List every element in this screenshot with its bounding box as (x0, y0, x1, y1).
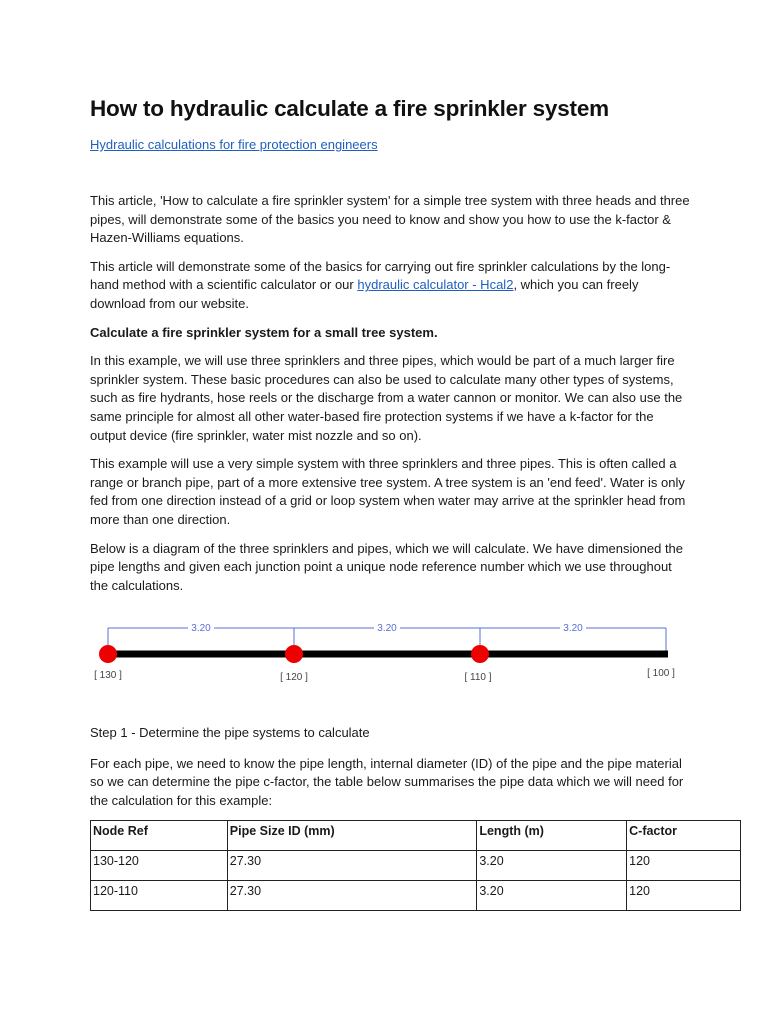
table-cell: 27.30 (227, 851, 477, 881)
header-node-ref: Node Ref (91, 821, 228, 851)
node-label-120: [ 120 ] (280, 672, 308, 683)
header-c-factor: C-factor (627, 821, 741, 851)
table-row (91, 851, 741, 881)
table-cell: 120-110 (91, 881, 228, 911)
sprinkler-head-110 (471, 645, 489, 663)
table-row (91, 881, 741, 911)
node-label-100: [ 100 ] (647, 668, 675, 679)
article-body (90, 94, 690, 595)
table-cell: 3.20 (477, 881, 627, 911)
sprinkler-diagram (88, 612, 688, 692)
node-label-130: [ 130 ] (94, 670, 122, 681)
method-paragraph (90, 258, 690, 314)
sprinkler-head-120 (285, 645, 303, 663)
table-header-row (91, 821, 741, 851)
table-cell: 120 (627, 881, 741, 911)
table-cell: 120 (627, 851, 741, 881)
pipe-data-paragraph: For each pipe, we need to know the pipe length, internal diameter (ID) of the pipe and the pipe material so we can determine the pipe c-factor, the table below summarises the pipe data which we will need for the calculation for this example: (90, 755, 684, 808)
table-cell: 130-120 (91, 851, 228, 881)
step-section (90, 724, 690, 810)
table-cell: 27.30 (227, 881, 477, 911)
header-pipe-size: Pipe Size ID (mm) (227, 821, 477, 851)
table-cell: 3.20 (477, 851, 627, 881)
dimension-label-3: 3.20 (563, 623, 583, 634)
example-paragraph: In this example, we will use three sprinklers and three pipes, which would be part of a much larger fire sprinkler system. These basic procedures can also be used to calculate many other types of systems, such as fire hydrants, hose reels or the discharge from a water cannon or monitor. We can also use the same principle for almost all other water-based fire protection systems if we have a k-factor for the output device (fire sprinkler, water mist nozzle and so on). (90, 353, 683, 443)
article-title: How to hydraulic calculate a fire sprinkler system (90, 96, 609, 121)
header-length: Length (m) (477, 821, 627, 851)
hcal2-link[interactable]: hydraulic calculator - Hcal2 (357, 277, 514, 293)
section-heading: Calculate a fire sprinkler system for a small tree system. (90, 324, 438, 340)
system-paragraph: This example will use a very simple system with three sprinklers and three pipes. This is often called a range or branch pipe, part of a more extensive tree system. A tree system is an 'end feed'. Water is only fed from one direction instead of a grid or loop system when water may arrive at the sprinkler head from more than one direction. (90, 456, 686, 527)
node-label-110: [ 110 ] (464, 672, 492, 683)
sprinkler-head-130 (99, 645, 117, 663)
dimension-label-1: 3.20 (191, 623, 211, 634)
method-text-after: , which you can freely download from our website. (90, 277, 639, 311)
method-text-before: This article will demonstrate some of the basics for carrying out fire sprinkler calculations by the long-hand method with a scientific calculator or our (90, 258, 671, 293)
hydraulic-calculations-link[interactable]: Hydraulic calculations for fire protection engineers (90, 137, 378, 152)
dimension-label-2: 3.20 (377, 623, 397, 634)
pipe-data-table (90, 820, 741, 911)
diagram-intro-paragraph: Below is a diagram of the three sprinklers and pipes, which we will calculate. We have dimensioned the pipe lengths and given each junction point a unique node reference number which we use throughout the calculations. (90, 540, 684, 593)
step-1-heading: Step 1 - Determine the pipe systems to calculate (90, 725, 370, 740)
intro-paragraph: This article, 'How to calculate a fire sprinkler system' for a simple tree system with three heads and three pipes, will demonstrate some of the basics you need to know and show you how to use the k-factor & Hazen-Williams equations. (90, 193, 690, 246)
